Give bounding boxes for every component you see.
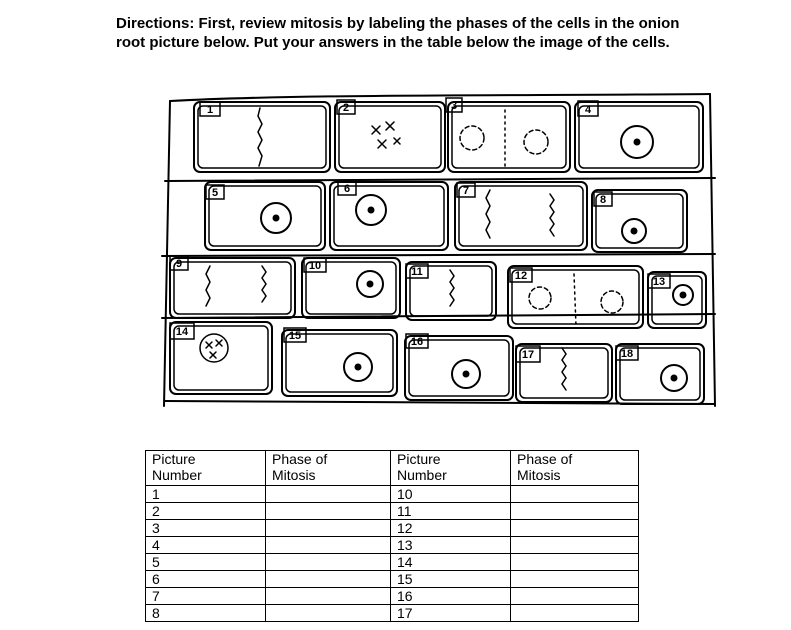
cell-12 bbox=[508, 266, 643, 328]
picture-number: 10 bbox=[391, 486, 511, 503]
picture-number: 4 bbox=[146, 537, 266, 554]
cell-1 bbox=[194, 102, 330, 172]
cell-3 bbox=[448, 102, 570, 172]
cell-label: 18 bbox=[620, 348, 634, 360]
phase-answer-cell[interactable] bbox=[266, 588, 391, 605]
cell-2 bbox=[335, 102, 445, 172]
phase-answer-cell[interactable] bbox=[266, 605, 391, 622]
picture-number: 13 bbox=[391, 537, 511, 554]
cell-label: 14 bbox=[175, 326, 189, 338]
header-picture-number: Picture Number bbox=[146, 451, 266, 486]
picture-number: 7 bbox=[146, 588, 266, 605]
table-row bbox=[146, 486, 639, 503]
cell-label: 6 bbox=[343, 183, 351, 195]
phase-answer-cell[interactable] bbox=[266, 486, 391, 503]
cell-label: 7 bbox=[462, 185, 470, 197]
table-header-row bbox=[146, 451, 639, 486]
picture-number: 11 bbox=[391, 503, 511, 520]
cell-label: 16 bbox=[410, 336, 424, 348]
phase-answer-cell[interactable] bbox=[511, 520, 639, 537]
picture-number: 1 bbox=[146, 486, 266, 503]
cell-label: 9 bbox=[175, 258, 183, 270]
cell-label: 12 bbox=[514, 270, 528, 282]
picture-number: 16 bbox=[391, 588, 511, 605]
cell-label: 15 bbox=[288, 330, 302, 342]
picture-number: 5 bbox=[146, 554, 266, 571]
phase-answer-cell[interactable] bbox=[511, 605, 639, 622]
table-row bbox=[146, 503, 639, 520]
cell-label: 2 bbox=[342, 102, 350, 114]
phase-answer-cell[interactable] bbox=[511, 588, 639, 605]
cell-label: 8 bbox=[599, 194, 607, 206]
table-row bbox=[146, 520, 639, 537]
table-row bbox=[146, 537, 639, 554]
picture-number: 2 bbox=[146, 503, 266, 520]
answer-table bbox=[145, 450, 639, 622]
picture-number: 14 bbox=[391, 554, 511, 571]
onion-root-cells-diagram bbox=[150, 86, 720, 426]
cell-label: 1 bbox=[206, 104, 214, 116]
cell-label: 17 bbox=[521, 349, 535, 361]
phase-answer-cell[interactable] bbox=[266, 520, 391, 537]
picture-number: 15 bbox=[391, 571, 511, 588]
cell-label: 3 bbox=[450, 100, 458, 112]
phase-answer-cell[interactable] bbox=[511, 554, 639, 571]
header-picture-number: Picture Number bbox=[391, 451, 511, 486]
phase-answer-cell[interactable] bbox=[511, 503, 639, 520]
table-row bbox=[146, 605, 639, 622]
picture-number: 3 bbox=[146, 520, 266, 537]
phase-answer-cell[interactable] bbox=[266, 537, 391, 554]
table-row bbox=[146, 588, 639, 605]
phase-answer-cell[interactable] bbox=[266, 571, 391, 588]
picture-number: 8 bbox=[146, 605, 266, 622]
picture-number: 17 bbox=[391, 605, 511, 622]
cell-label: 11 bbox=[411, 266, 423, 278]
phase-answer-cell[interactable] bbox=[266, 503, 391, 520]
cell-4 bbox=[575, 102, 703, 172]
phase-answer-cell[interactable] bbox=[266, 554, 391, 571]
picture-number: 12 bbox=[391, 520, 511, 537]
table-row bbox=[146, 554, 639, 571]
cell-label: 4 bbox=[584, 104, 592, 116]
table-row bbox=[146, 571, 639, 588]
phase-answer-cell[interactable] bbox=[511, 571, 639, 588]
directions-text: Directions: First, review mitosis by labeling the phases of the cells in the onion root picture below. Put your answers in the table below the image of the cells. bbox=[116, 15, 680, 51]
phase-answer-cell[interactable] bbox=[511, 486, 639, 503]
phase-answer-cell[interactable] bbox=[511, 537, 639, 554]
cell-label: 5 bbox=[211, 187, 219, 199]
header-phase-of-mitosis: Phase of Mitosis bbox=[266, 451, 391, 486]
header-phase-of-mitosis: Phase of Mitosis bbox=[511, 451, 639, 486]
cell-5 bbox=[205, 182, 325, 250]
picture-number: 6 bbox=[146, 571, 266, 588]
cell-label: 13 bbox=[652, 276, 666, 288]
cell-label: 10 bbox=[308, 260, 322, 272]
